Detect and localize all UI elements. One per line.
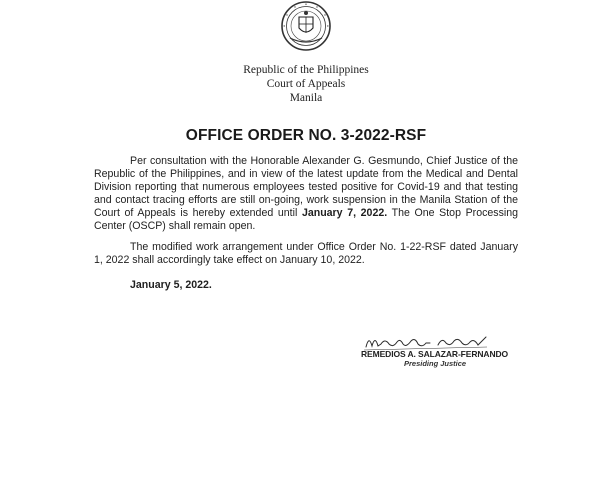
document-title: OFFICE ORDER NO. 3-2022-RSF: [185, 127, 427, 144]
header-court: Court of Appeals: [266, 78, 346, 90]
letterhead: [0, 63, 612, 105]
para1-text: Per consultation with the Honorable Alexander G. Gesmundo, Chief Justice of the Republic of the Philippines, and in view of the latest update from the Medical and Dental Division reporting that numerous employees tested positive for Covid-19 and that testing and contact tracing efforts are still on-going, work suspension in the Manila Station of the Court of Appeals is hereby extended until: [94, 155, 518, 220]
court-seal-icon: [280, 0, 332, 52]
para1-bold-date: January 7, 2022.: [301, 207, 388, 220]
body-paragraph-2: The modified work arrangement under Office Order No. 1-22-RSF dated January 1, 2022 shall accordingly take effect on January 10, 2022.: [94, 241, 518, 267]
header-republic: Republic of the Philippines: [243, 64, 369, 76]
para1-tail: The One Stop Processing Center (OSCP) shall remain open.: [94, 207, 518, 233]
signatory-title: Presiding Justice: [404, 359, 467, 368]
signatory-name: REMEDIOS A. SALAZAR-FERNANDO: [361, 349, 509, 359]
header-city: Manila: [289, 92, 323, 104]
document-date: January 5, 2022.: [130, 279, 212, 291]
body-paragraph-1: [94, 155, 518, 234]
